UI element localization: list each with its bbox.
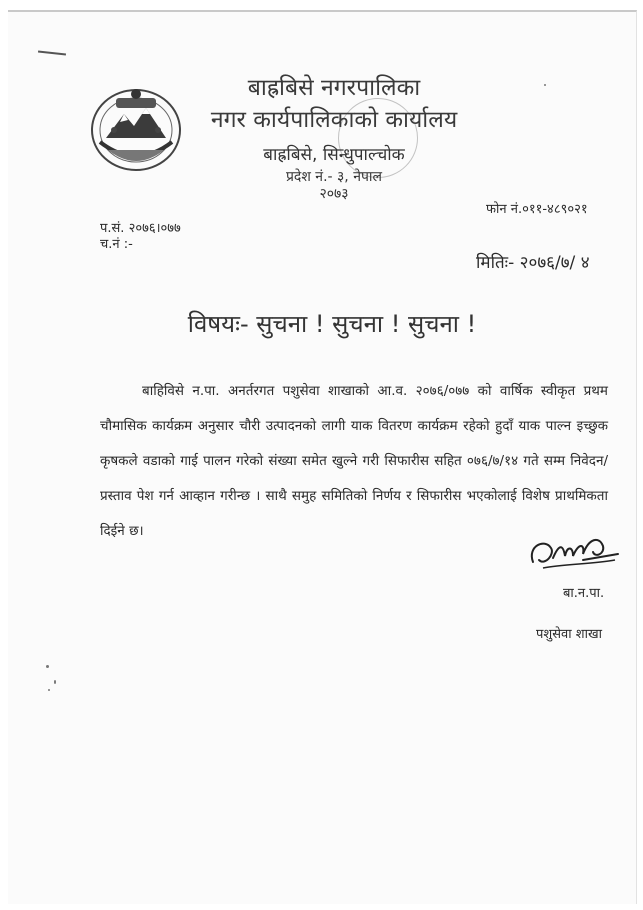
established-year: २०७३: [319, 186, 349, 202]
document-page: [8, 10, 637, 904]
handwritten-signature-icon: [523, 524, 623, 579]
office-name: नगर कार्यपालिकाको कार्यालय: [210, 107, 458, 133]
dispatch-number: च.नं :-: [100, 237, 133, 252]
scan-mark: [38, 51, 66, 56]
municipality-name: बाह्रबिसे नगरपालिका: [247, 75, 421, 101]
subject-line: विषयः- सुचना ! सुचना ! सुचना !: [187, 310, 477, 338]
notice-paragraph: बाहिविसे न.पा. अनर्तरगत पशुसेवा शाखाको आ.व. २०७६/०७७ को वार्षिक स्वीकृत प्रथम चौमासिक कार्यक्रम अनुसार चौरी उत्पादनको लागी याक वितरण कार्यक्रम रहेको हुदाँ याक पाल्न इच्छुक कृषकले वडाको गाई पालन गरेको संख्या समेत खुल्ने गरी सिफारीस सहित ०७६/७/१४ गते सम्म निवेदन/प्रस्ताव पेश गर्न आव्हान गरीन्छ । साथै समुह समितिको निर्णय र सिफारीस भएकोलाई विशेष प्राथमिकता दिईने छ।: [100, 383, 608, 539]
scan-speck: [48, 689, 50, 691]
phone-number: फोन नं.०११-४८९०२१: [486, 202, 588, 217]
issuing-section: पशुसेवा शाखा: [536, 627, 602, 642]
letter-date: मितिः- २०७६/७/ ४: [476, 253, 590, 273]
letter-number: प.सं. २०७६।०७७: [100, 221, 181, 236]
signatory-label: बा.न.पा.: [563, 586, 605, 601]
scan-speck: [46, 665, 49, 668]
office-location: बाह्रबिसे, सिन्धुपाल्चोक: [263, 145, 405, 165]
scan-speck: [54, 680, 56, 684]
scan-speck: [544, 84, 546, 86]
notice-body: [100, 374, 608, 549]
province-line: प्रदेश नं.- ३, नेपाल: [285, 169, 383, 185]
